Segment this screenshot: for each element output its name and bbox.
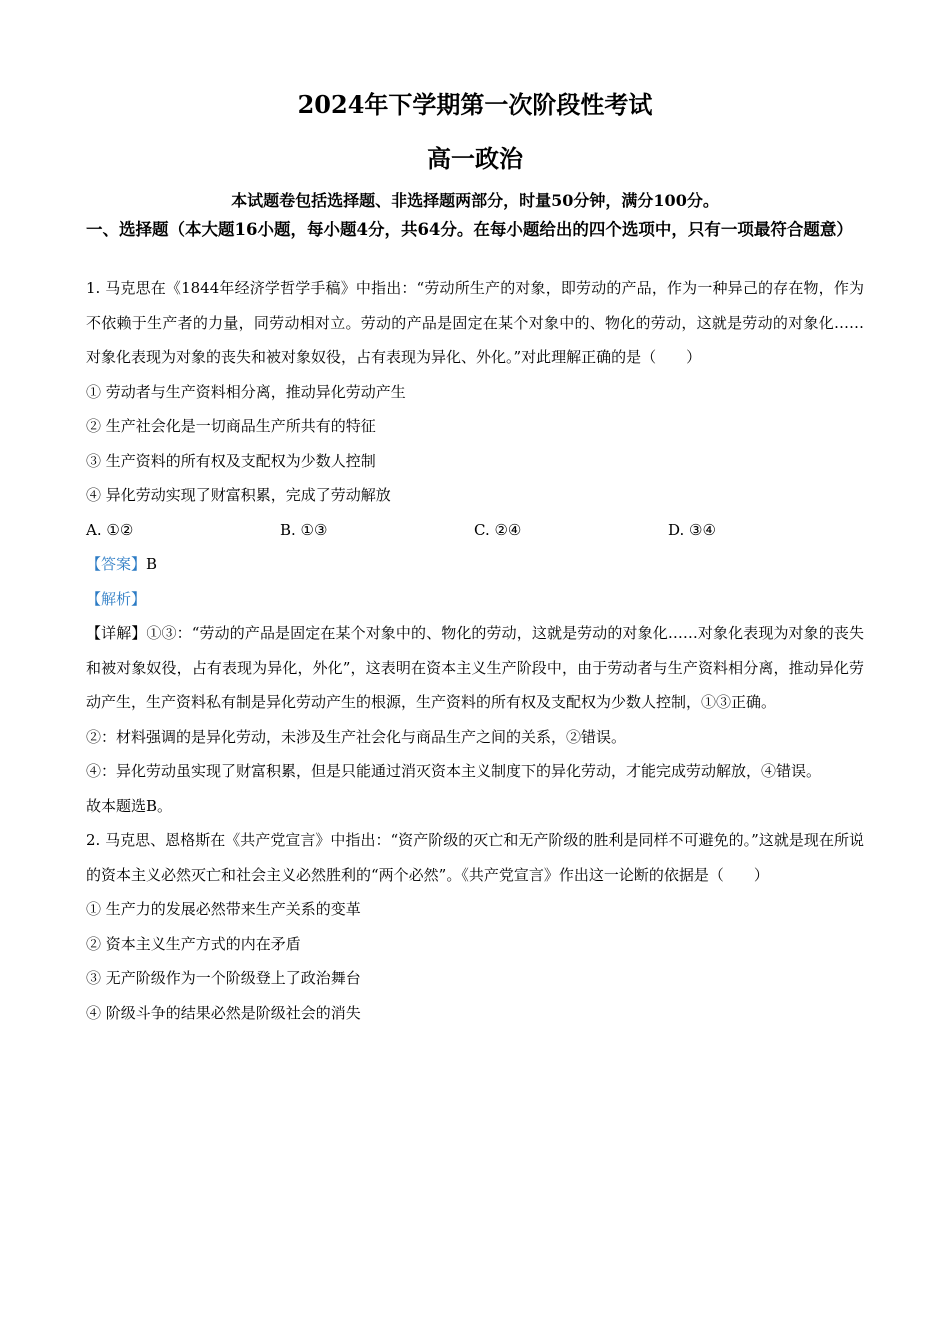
q1-stem: 1. 马克思在《1844年经济学哲学手稿》中指出：“劳动所生产的对象，即劳动的产品，作为一种异己的存在物，作为不依赖于生产者的力量，同劳动相对立。劳动的产品是固定在某个对象中的、物化的劳动，这就是劳动的对象化……对象化表现为对象的丧失和被对象奴役，占有表现为异化、外化。”对此理解正确的是（ ） — [86, 279, 864, 366]
q2-item: ② 资本主义生产方式的内在矛盾 — [86, 934, 301, 953]
q1-option-c: C. ②④ — [474, 520, 522, 539]
answer-tag: 【答案】 — [86, 555, 147, 573]
analysis-tag: 【解析】 — [86, 589, 147, 608]
section-heading: 一、选择题（本大题16小题，每小题4分，共64分。在每小题给出的四个选项中，只有一项最符合题意） — [86, 220, 853, 239]
q1-detail: ④：异化劳动虽实现了财富积累，但是只能通过消灭资本主义制度下的异化劳动，才能完成劳动解放，④错误。 — [86, 762, 822, 780]
q2-item: ① 生产力的发展必然带来生产关系的变革 — [86, 900, 361, 918]
exam-title: 2024年下学期第一次阶段性考试 — [297, 90, 653, 119]
q1-item: ② 生产社会化是一切商品生产所共有的特征 — [86, 417, 376, 435]
q1-detail: ②：材料强调的是异化劳动，未涉及生产社会化与商品生产之间的关系，②错误。 — [86, 727, 627, 746]
exam-intro: 本试题卷包括选择题、非选择题两部分，时量50分钟，满分100分。 — [231, 191, 719, 210]
subject-title: 高一政治 — [427, 144, 523, 173]
q1-option-a: A. ①② — [86, 520, 134, 539]
q1-option-b: B. ①③ — [280, 520, 328, 539]
q2-item: ④ 阶级斗争的结果必然是阶级社会的消失 — [86, 1003, 361, 1022]
q2-item: ③ 无产阶级作为一个阶级登上了政治舞台 — [86, 969, 361, 987]
q1-detail: 【详解】①③：“劳动的产品是固定在某个对象中的、物化的劳动，这就是劳动的对象化……对象化表现为对象的丧失和被对象奴役，占有表现为异化，外化”，这表明在资本主义生产阶段中，由于劳动者与生产资料相分离，推动异化劳动产生，生产资料私有制是异化劳动产生的根源，生产资料的所有权及支配权为少数人控制，①③正确。 — [86, 624, 864, 711]
q1-item: ④ 异化劳动实现了财富积累，完成了劳动解放 — [86, 486, 391, 504]
answer-value: B — [146, 555, 158, 573]
q1-answer — [86, 547, 864, 582]
q1-option-d: D. ③④ — [668, 520, 716, 539]
question-body — [86, 271, 864, 1030]
q1-detail: 故本题选B。 — [86, 796, 173, 815]
q1-item: ③ 生产资料的所有权及支配权为少数人控制 — [86, 451, 376, 470]
q2-stem: 2. 马克思、恩格斯在《共产党宣言》中指出：“资产阶级的灭亡和无产阶级的胜利是同样不可避免的。”这就是现在所说的资本主义必然灭亡和社会主义必然胜利的“两个必然”。《共产党宣言》作出这一论断的依据是（ ） — [86, 831, 864, 884]
q1-options — [86, 513, 864, 548]
q1-item: ① 劳动者与生产资料相分离，推动异化劳动产生 — [86, 382, 406, 401]
